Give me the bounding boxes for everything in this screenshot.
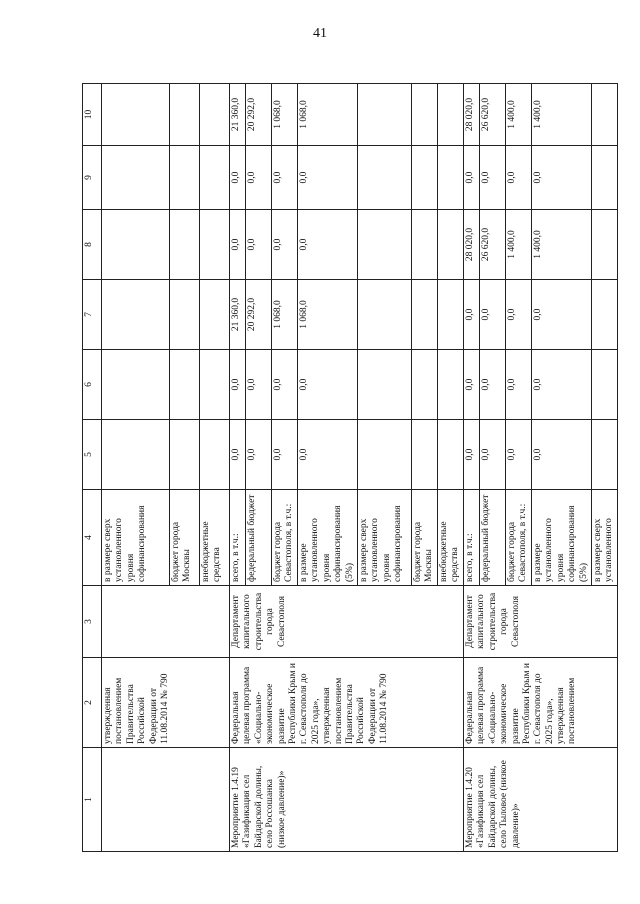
funding-source-label: всего, в т.ч.: [463, 490, 479, 586]
value-cell: 0,0 [246, 420, 272, 490]
value-cell: 0,0 [531, 280, 591, 350]
executor-cell [102, 586, 230, 658]
value-cell: 0,0 [246, 146, 272, 210]
continued-measure-cell [102, 748, 230, 852]
column-number: 2 [83, 658, 102, 748]
funding-source-label: внебюджетные средства [200, 490, 230, 586]
value-cell: 0,0 [479, 280, 505, 350]
funding-source-label: в размере сверх установленного [591, 490, 617, 586]
measure-name-cell: Мероприятие 1.4.20 «Газификация сел Байдарской долины, село Тыловое (низкое давление)» [463, 748, 617, 852]
value-cell: 0,0 [463, 420, 479, 490]
value-cell: 0,0 [463, 146, 479, 210]
value-cell: 0,0 [479, 350, 505, 420]
column-number: 3 [83, 586, 102, 658]
page-number: 41 [313, 26, 327, 41]
value-cell: 1 068,0 [272, 84, 298, 146]
column-number: 5 [83, 420, 102, 490]
funding-source-label: бюджет города Севастополя, в т.ч.: [272, 490, 298, 586]
value-cell: 0,0 [479, 420, 505, 490]
column-number-row [83, 84, 102, 852]
value-cell: 0,0 [463, 350, 479, 420]
measure-name-cell: Мероприятие 1.4.19 «Газификация сел Байдарской долины, село Россошанка (низкое давление)» [230, 748, 464, 852]
funding-source-label: федеральный бюджет [479, 490, 505, 586]
value-cell: 20 292,0 [246, 84, 272, 146]
value-cell: 0,0 [298, 146, 358, 210]
value-cell: 26 620,0 [479, 210, 505, 280]
value-cell: 0,0 [272, 146, 298, 210]
value-cell: 0,0 [505, 420, 531, 490]
column-number: 1 [83, 748, 102, 852]
value-cell: 28 020,0 [463, 84, 479, 146]
funding-source-label: бюджет города Москвы [411, 490, 437, 586]
funding-source-label: федеральный бюджет [246, 490, 272, 586]
funding-source-label: в размере сверх установленного уровня софинансирования [357, 490, 411, 586]
value-cell: 0,0 [230, 146, 246, 210]
value-cell: 28 020,0 [463, 210, 479, 280]
value-cell: 0,0 [531, 146, 591, 210]
value-cell: 0,0 [298, 420, 358, 490]
column-number: 9 [83, 146, 102, 210]
value-cell: 0,0 [531, 350, 591, 420]
column-number: 4 [83, 490, 102, 586]
value-cell: 1 068,0 [298, 280, 358, 350]
value-cell: 0,0 [230, 350, 246, 420]
funding-source-label: всего, в т.ч.: [230, 490, 246, 586]
funding-source-label: бюджет города Москвы [170, 490, 200, 586]
value-cell: 21 360,0 [230, 84, 246, 146]
value-cell: 1 400,0 [505, 210, 531, 280]
program-cell: Федеральная целевая программа «Социально-экономическое развитие Республики Крым и г. Севастополя до 2025 года», утвержденная постановлением [463, 658, 617, 748]
value-cell: 0,0 [272, 420, 298, 490]
column-number: 8 [83, 210, 102, 280]
table-row [230, 84, 246, 852]
table-row [463, 84, 479, 852]
value-cell: 0,0 [531, 420, 591, 490]
value-cell: 0,0 [272, 350, 298, 420]
value-cell: 0,0 [505, 280, 531, 350]
funding-source-label: бюджет города Севастополя, в т.ч.: [505, 490, 531, 586]
value-cell: 0,0 [463, 280, 479, 350]
value-cell: 0,0 [505, 146, 531, 210]
value-cell: 26 620,0 [479, 84, 505, 146]
funding-source-label: в размере сверх установленного уровня софинансирования [102, 490, 170, 586]
value-cell: 0,0 [298, 350, 358, 420]
value-cell: 0,0 [230, 420, 246, 490]
value-cell: 0,0 [479, 146, 505, 210]
column-number: 7 [83, 280, 102, 350]
table-row [102, 84, 170, 852]
value-cell: 1 068,0 [272, 280, 298, 350]
program-cell: утвержденная постановлением Правительства Российской Федерации от 11.08.2014 № 790 [102, 658, 230, 748]
value-cell: 0,0 [230, 210, 246, 280]
column-number: 10 [83, 84, 102, 146]
value-cell: 0,0 [272, 210, 298, 280]
value-cell: 0,0 [298, 210, 358, 280]
value-cell: 1 400,0 [505, 84, 531, 146]
value-cell: 1 068,0 [298, 84, 358, 146]
program-cell: Федеральная целевая программа «Социально-экономическое развитие Республики Крым и г. Севастополя до 2025 года», утвержденная постановлением Правительства Российской Федерации от 11.08.2014 № 790 [230, 658, 464, 748]
rotated-table-container [82, 84, 615, 852]
value-cell: 0,0 [246, 210, 272, 280]
value-cell: 0,0 [246, 350, 272, 420]
executor-cell: Департамент капитального строительства города Севастополя [230, 586, 464, 658]
value-cell: 20 292,0 [246, 280, 272, 350]
value-cell: 21 360,0 [230, 280, 246, 350]
funding-source-label: в размере установленного уровня софинансирования (5%) [531, 490, 591, 586]
value-cell: 1 400,0 [531, 210, 591, 280]
funding-source-label: в размере установленного уровня софинансирования (5%) [298, 490, 358, 586]
value-cell: 1 400,0 [531, 84, 591, 146]
column-number: 6 [83, 350, 102, 420]
funding-source-label: внебюджетные средства [437, 490, 463, 586]
executor-cell: Департамент капитального строительства города Севастополя [463, 586, 617, 658]
funding-table [82, 83, 618, 852]
value-cell: 0,0 [505, 350, 531, 420]
